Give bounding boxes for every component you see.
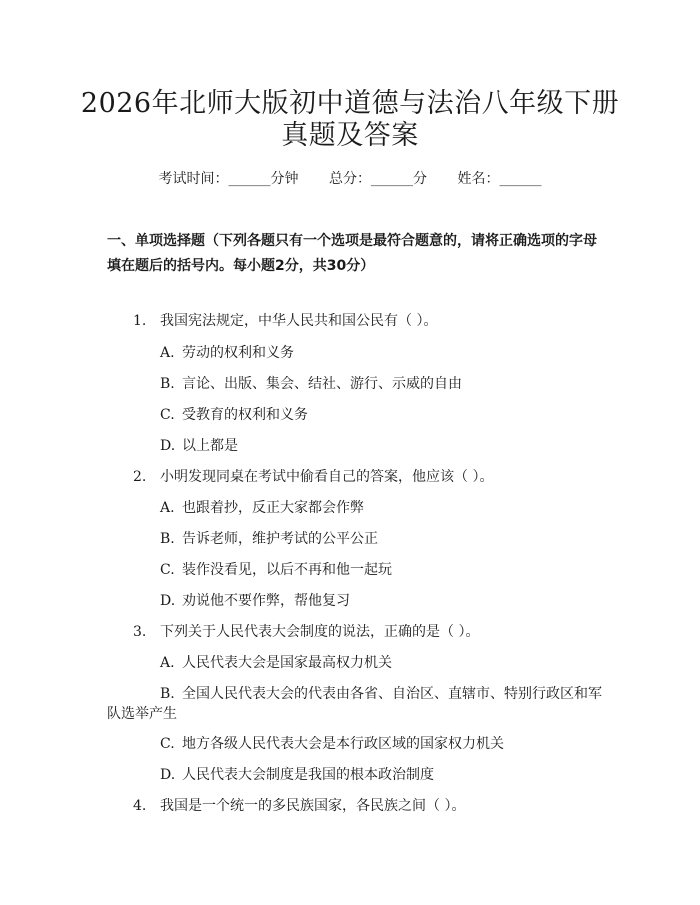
- page-title-line2: 真题及答案: [281, 120, 419, 151]
- option-text: 人民代表大会是国家最高权力机关: [182, 655, 392, 671]
- student-name-field: 姓名：______: [457, 171, 542, 187]
- option-text: 劝说他不要作弊，帮他复习: [182, 593, 350, 609]
- answer-option: [160, 684, 602, 704]
- section-title-line2: 填在题后的括号内。每小题2分，共30分）: [107, 258, 375, 274]
- question-text: 下列关于人民代表大会制度的说法，正确的是（ ）。: [160, 624, 480, 640]
- option-text: 全国人民代表大会的代表由各省、自治区、直辖市、特别行政区和军: [182, 686, 602, 702]
- answer-option: [160, 498, 364, 518]
- option-text: 受教育的权利和义务: [182, 407, 308, 423]
- answer-option: [160, 343, 294, 363]
- answer-option: [160, 560, 392, 580]
- exam-meta: [0, 168, 700, 188]
- option-text: 人民代表大会制度是我国的根本政治制度: [182, 767, 434, 783]
- option-label: D.: [160, 767, 176, 783]
- question-stem: [133, 311, 437, 331]
- question-stem: [133, 467, 493, 487]
- exam-time-field: 考试时间：______分钟: [158, 171, 299, 187]
- question-number: 2.: [133, 469, 147, 485]
- question-text: 我国宪法规定，中华人民共和国公民有（ ）。: [160, 313, 438, 329]
- page-title-line1: 2026年北师大版初中道德与法治八年级下册: [80, 88, 620, 119]
- answer-option: [160, 529, 378, 549]
- option-label: A.: [160, 500, 175, 516]
- option-label: D.: [160, 438, 176, 454]
- answer-option: [160, 734, 504, 754]
- answer-option: [160, 765, 434, 785]
- option-text: 言论、出版、集会、结社、游行、示威的自由: [182, 376, 462, 392]
- option-label: A.: [160, 345, 175, 361]
- question-stem: [133, 622, 479, 642]
- option-text-continued: 队选举产生: [107, 706, 177, 722]
- question-stem: [133, 796, 465, 816]
- option-label: C.: [160, 407, 175, 423]
- option-label: B.: [160, 376, 175, 392]
- question-number: 3.: [133, 624, 147, 640]
- answer-option: [160, 405, 308, 425]
- answer-option: [160, 436, 238, 456]
- option-label: C.: [160, 736, 175, 752]
- question-text: 我国是一个统一的多民族国家，各民族之间（ ）。: [160, 798, 466, 814]
- option-label: A.: [160, 655, 175, 671]
- option-label: D.: [160, 593, 176, 609]
- option-label: B.: [160, 686, 175, 702]
- option-label: B.: [160, 531, 175, 547]
- option-label: C.: [160, 562, 175, 578]
- option-text: 劳动的权利和义务: [182, 345, 294, 361]
- question-number: 4.: [133, 798, 147, 814]
- option-text: 装作没看见，以后不再和他一起玩: [182, 562, 392, 578]
- answer-option: [160, 591, 350, 611]
- answer-option: [160, 374, 462, 394]
- option-text: 地方各级人民代表大会是本行政区域的国家权力机关: [182, 736, 504, 752]
- question-text: 小明发现同桌在考试中偷看自己的答案，他应该（ ）。: [160, 469, 494, 485]
- total-score-field: 总分：______分: [329, 171, 427, 187]
- option-text: 告诉老师，维护考试的公平公正: [182, 531, 378, 547]
- option-text: 也跟着抄，反正大家都会作弊: [182, 500, 364, 516]
- question-number: 1.: [133, 313, 147, 329]
- option-text: 以上都是: [182, 438, 238, 454]
- section-title-line1: 一、单项选择题（下列各题只有一个选项是最符合题意的，请将正确选项的字母: [107, 233, 597, 249]
- answer-option: [160, 653, 392, 673]
